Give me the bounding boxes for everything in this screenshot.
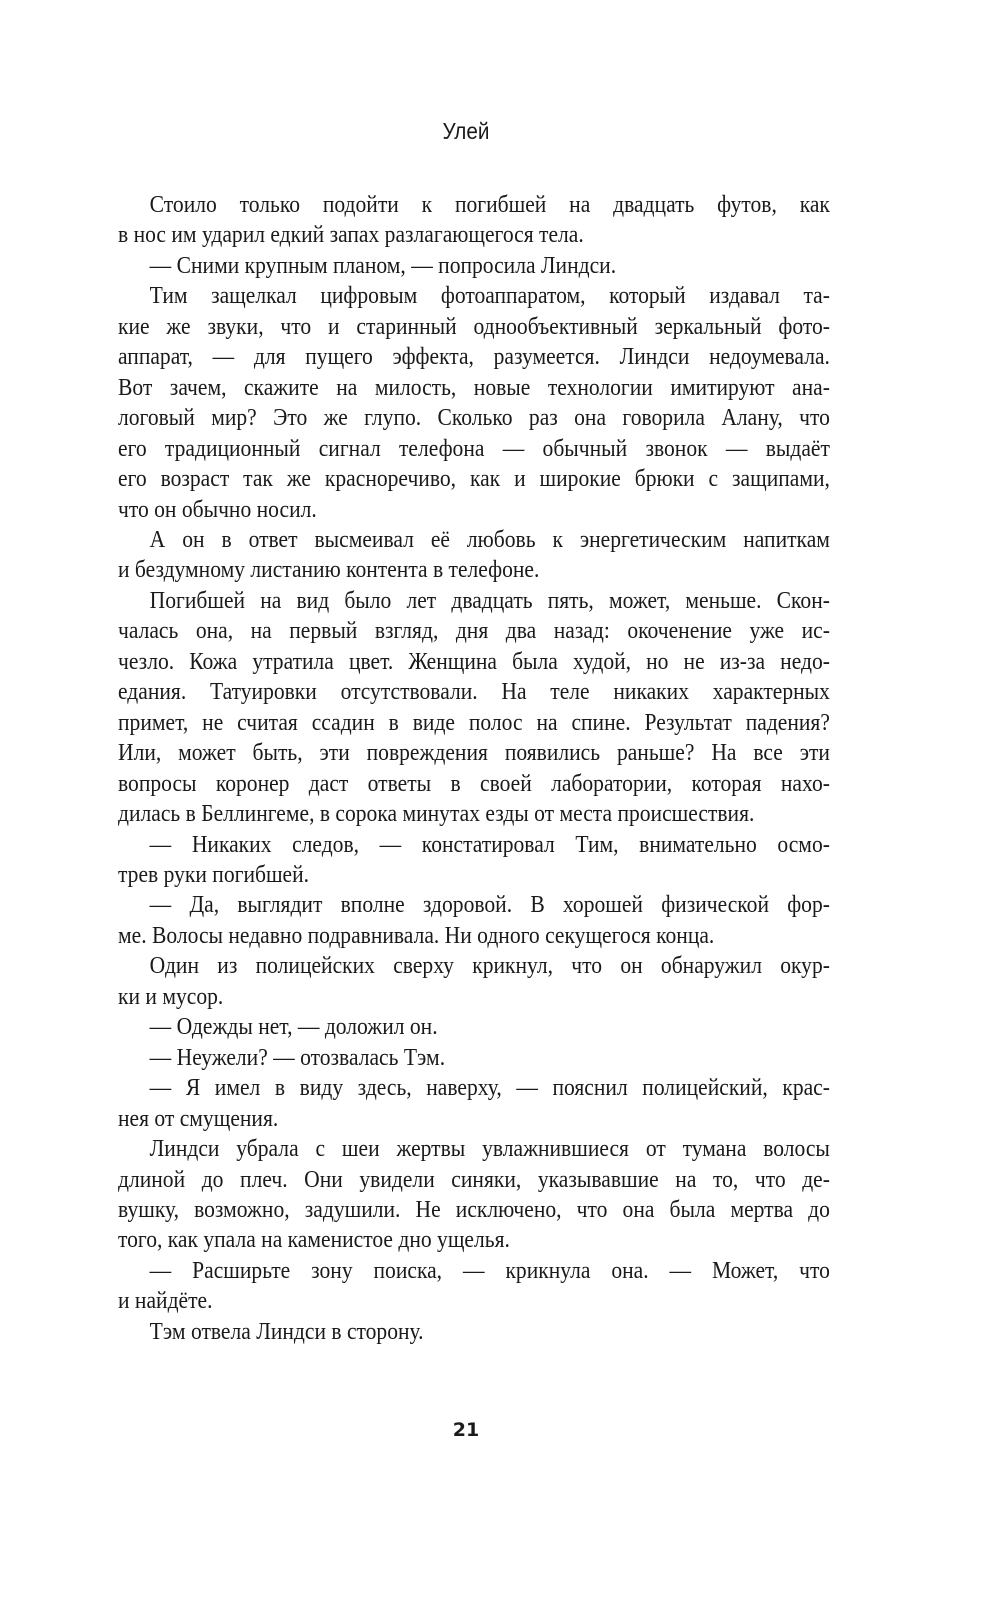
text-line: едания. Татуировки отсутствовали. На теле никаких характерных xyxy=(118,678,830,706)
text-line: и найдёте. xyxy=(118,1287,213,1315)
text-line: Тим защелкал цифровым фотоаппаратом, который издавал та- xyxy=(149,282,830,310)
text-line: трев руки погибшей. xyxy=(118,860,310,888)
text-line: и бездумному листанию контента в телефоне. xyxy=(118,556,540,584)
text-line: чалась она, на первый взгляд, дня два назад: окоченение уже ис- xyxy=(118,617,830,645)
text-line: — Сними крупным планом, — попросила Линдси. xyxy=(149,251,617,279)
text-line: Линдси убрала с шеи жертвы увлажнившиеся от тумана волосы xyxy=(149,1135,830,1163)
text-line: А он в ответ высмеивал её любовь к энергетическим напиткам xyxy=(149,525,830,553)
text-line: дилась в Беллингеме, в сорока минутах езды от места происшествия. xyxy=(118,800,755,828)
text-line: — Неужели? — отозвалась Тэм. xyxy=(149,1043,446,1071)
text-line: длиной до плеч. Они увидели синяки, указывавшие на то, что де- xyxy=(118,1165,830,1193)
text-line: того, как упала на каменистое дно ущелья. xyxy=(118,1226,510,1254)
text-line: примет, не считая ссадин в виде полос на спине. Результат падения? xyxy=(118,708,830,736)
text-line: логовый мир? Это же глупо. Сколько раз она говорила Алану, что xyxy=(118,404,830,432)
text-line: аппарат, — для пущего эффекта, разумеется. Линдси недоумевала. xyxy=(118,343,830,371)
text-line: чезло. Кожа утратила цвет. Женщина была худой, но не из-за недо- xyxy=(118,647,830,675)
text-line: кие же звуки, что и старинный однообъективный зеркальный фото- xyxy=(118,312,830,340)
text-line: Погибшей на вид было лет двадцать пять, может, меньше. Скон- xyxy=(149,586,830,614)
running-title: Улей xyxy=(442,118,490,144)
text-line: его традиционный сигнал телефона — обычный звонок — выдаёт xyxy=(118,434,830,462)
text-line: вушку, возможно, задушили. Не исключено, что она была мертва до xyxy=(118,1195,830,1223)
page-number: 21 xyxy=(452,1419,480,1441)
text-line: — Да, выглядит вполне здоровой. В хорошей физической фор- xyxy=(149,891,830,919)
text-line: Вот зачем, скажите на милость, новые технологии имитируют ана- xyxy=(118,373,830,401)
text-line: вопросы коронер даст ответы в своей лаборатории, которая нахо- xyxy=(118,769,830,797)
text-line: Тэм отвела Линдси в сторону. xyxy=(149,1317,424,1345)
text-line: — Никаких следов, — констатировал Тим, внимательно осмо- xyxy=(149,830,830,858)
text-line: ме. Волосы недавно подравнивала. Ни одного секущегося конца. xyxy=(118,921,715,949)
text-line: — Одежды нет, — доложил он. xyxy=(149,1013,438,1041)
text-line: — Расширьте зону поиска, — крикнула она. — Может, что xyxy=(149,1256,830,1284)
text-line: Стоило только подойти к погибшей на двадцать футов, как xyxy=(149,191,830,218)
text-line: что он обычно носил. xyxy=(118,495,317,523)
text-line: в нос им ударил едкий запах разлагающегося тела. xyxy=(118,221,584,249)
text-line: его возраст так же красноречиво, как и широкие брюки с защипами, xyxy=(118,465,830,493)
text-line: Или, может быть, эти повреждения появились раньше? На все эти xyxy=(118,739,830,767)
text-line: Один из полицейских сверху крикнул, что он обнаружил окур- xyxy=(149,952,830,980)
body-text xyxy=(118,190,830,1347)
text-line: ки и мусор. xyxy=(118,982,224,1010)
text-line: — Я имел в виду здесь, наверху, — пояснил полицейский, крас- xyxy=(149,1074,830,1102)
text-line: нея от смущения. xyxy=(118,1104,279,1132)
